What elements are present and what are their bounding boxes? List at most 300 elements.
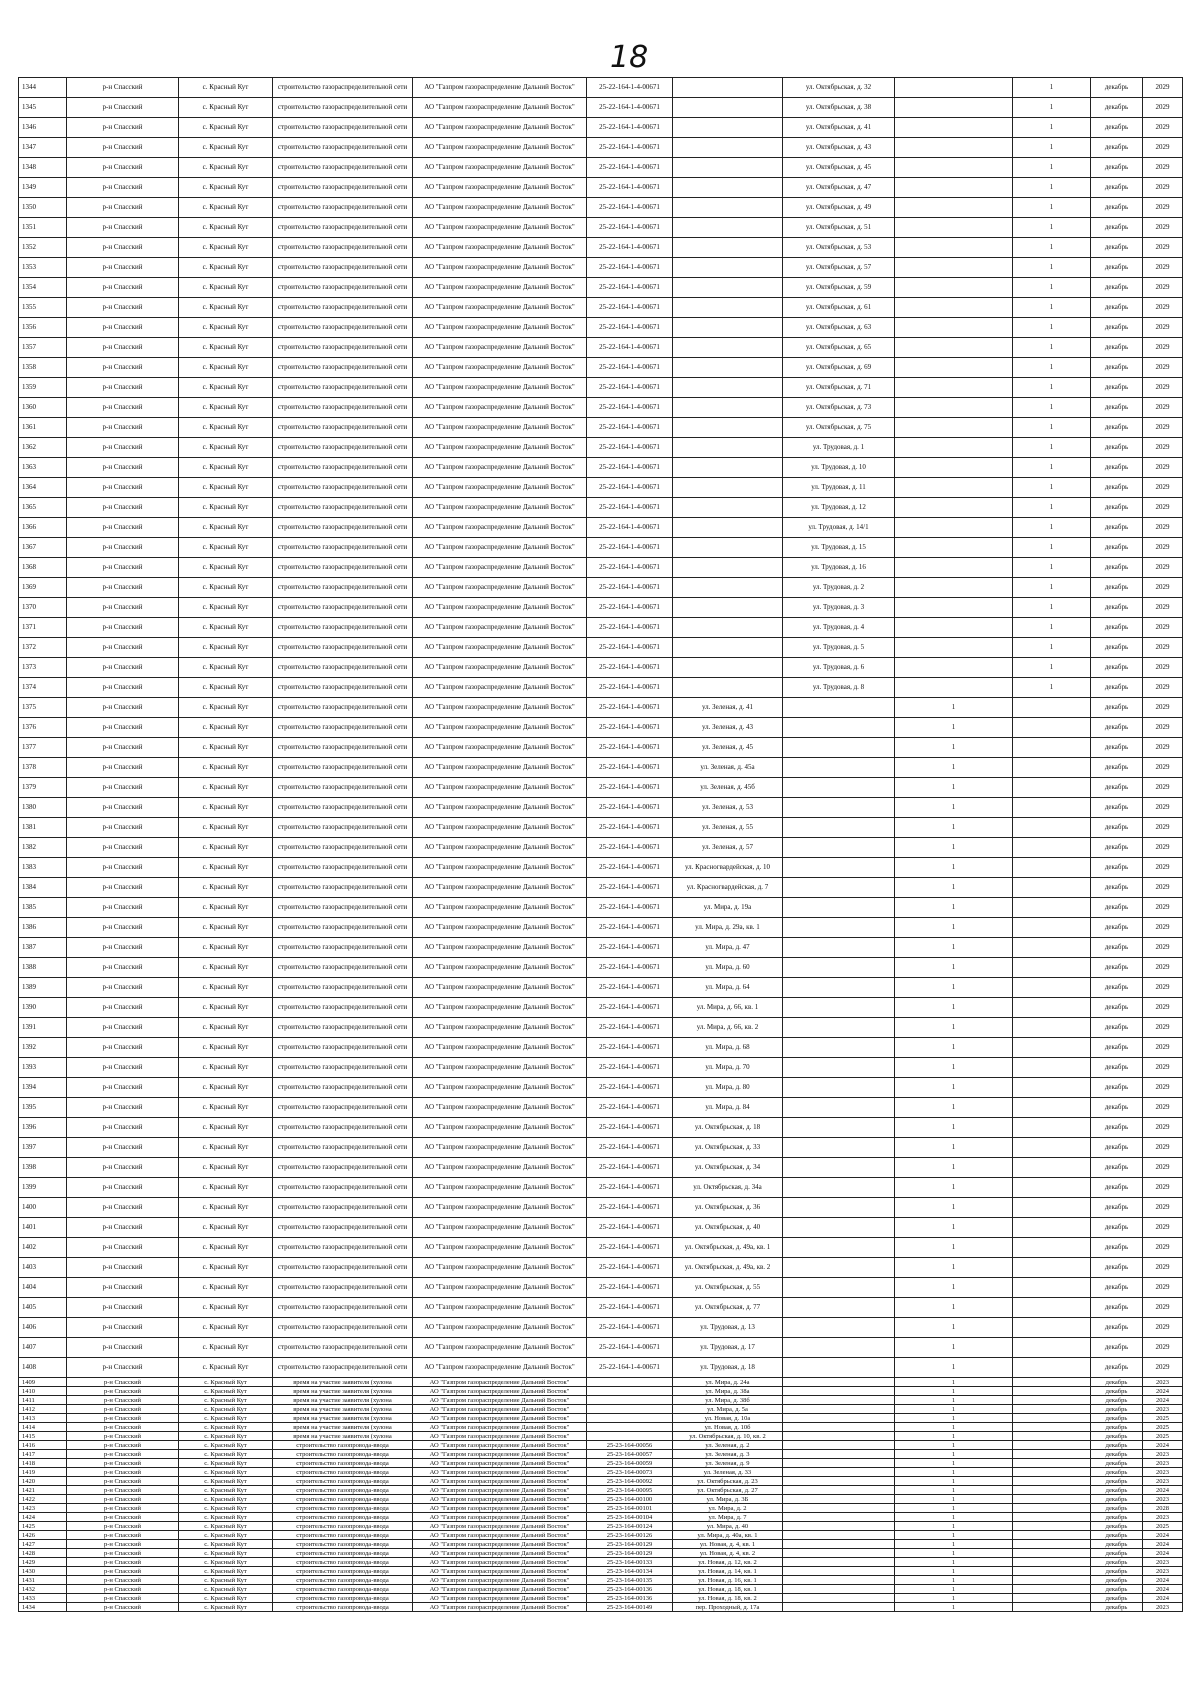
contract-cell: 25-23-164-00136 bbox=[587, 1585, 673, 1594]
quantity-cell-alt: 1 bbox=[1013, 618, 1091, 638]
address-cell: ул. Мира, д. 29а, кв. 1 bbox=[673, 918, 783, 938]
work-type-cell: строительство газораспределительной сети bbox=[273, 878, 413, 898]
table-row bbox=[19, 998, 1183, 1018]
row-number: 1376 bbox=[19, 718, 67, 738]
quantity-cell bbox=[895, 138, 1013, 158]
address-cell: ул. Октябрьская, д. 23 bbox=[673, 1477, 783, 1486]
address-cell: ул. Зеленая, д. 41 bbox=[673, 698, 783, 718]
contract-cell: 25-22-164-1-4-00671 bbox=[587, 258, 673, 278]
address-cell-alt: ул. Октябрьская, д. 43 bbox=[783, 138, 895, 158]
month-cell: декабрь bbox=[1091, 758, 1143, 778]
work-type-cell: строительство газораспределительной сети bbox=[273, 778, 413, 798]
district-cell: р-н Спасский bbox=[67, 1238, 179, 1258]
village-cell: с. Красный Кут bbox=[179, 318, 273, 338]
quantity-cell-alt: 1 bbox=[1013, 298, 1091, 318]
contract-cell: 25-23-164-00129 bbox=[587, 1540, 673, 1549]
quantity-cell bbox=[895, 298, 1013, 318]
address-cell: ул. Новая, д. 10а bbox=[673, 1414, 783, 1423]
table-row bbox=[19, 838, 1183, 858]
work-type-cell: строительство газораспределительной сети bbox=[273, 518, 413, 538]
quantity-cell: 1 bbox=[895, 1158, 1013, 1178]
month-cell: декабрь bbox=[1091, 898, 1143, 918]
row-number: 1383 bbox=[19, 858, 67, 878]
district-cell: р-н Спасский bbox=[67, 378, 179, 398]
table-row bbox=[19, 1468, 1183, 1477]
contract-cell: 25-22-164-1-4-00671 bbox=[587, 1078, 673, 1098]
village-cell: с. Красный Кут bbox=[179, 1522, 273, 1531]
month-cell: декабрь bbox=[1091, 1396, 1143, 1405]
table-row bbox=[19, 638, 1183, 658]
district-cell: р-н Спасский bbox=[67, 218, 179, 238]
month-cell: декабрь bbox=[1091, 1358, 1143, 1378]
work-type-cell: строительство газопровода-ввода bbox=[273, 1495, 413, 1504]
table-row bbox=[19, 398, 1183, 418]
quantity-cell-alt bbox=[1013, 738, 1091, 758]
work-type-cell: строительство газораспределительной сети bbox=[273, 1138, 413, 1158]
table-row bbox=[19, 858, 1183, 878]
quantity-cell-alt bbox=[1013, 1238, 1091, 1258]
quantity-cell-alt bbox=[1013, 1378, 1091, 1387]
address-cell-alt bbox=[783, 1558, 895, 1567]
table-row bbox=[19, 338, 1183, 358]
contract-cell: 25-22-164-1-4-00671 bbox=[587, 1158, 673, 1178]
month-cell: декабрь bbox=[1091, 798, 1143, 818]
work-type-cell: время на участие заявителя (хулона bbox=[273, 1387, 413, 1396]
row-number: 1379 bbox=[19, 778, 67, 798]
month-cell: декабрь bbox=[1091, 1278, 1143, 1298]
company-cell: АО "Газпром газораспределение Дальний Восток" bbox=[413, 1278, 587, 1298]
quantity-cell-alt bbox=[1013, 1158, 1091, 1178]
village-cell: с. Красный Кут bbox=[179, 798, 273, 818]
month-cell: декабрь bbox=[1091, 1318, 1143, 1338]
company-cell: АО "Газпром газораспределение Дальний Восток" bbox=[413, 738, 587, 758]
work-type-cell: строительство газораспределительной сети bbox=[273, 1038, 413, 1058]
year-cell: 2024 bbox=[1143, 1594, 1183, 1603]
work-type-cell: строительство газопровода-ввода bbox=[273, 1513, 413, 1522]
address-cell-alt bbox=[783, 1118, 895, 1138]
row-number: 1368 bbox=[19, 558, 67, 578]
address-cell-alt bbox=[783, 878, 895, 898]
contract-cell bbox=[587, 1378, 673, 1387]
address-cell: ул. Новая, д. 10б bbox=[673, 1423, 783, 1432]
address-cell: ул. Трудовая, д. 13 bbox=[673, 1318, 783, 1338]
contract-cell bbox=[587, 1414, 673, 1423]
quantity-cell-alt: 1 bbox=[1013, 398, 1091, 418]
year-cell: 2029 bbox=[1143, 558, 1183, 578]
quantity-cell-alt: 1 bbox=[1013, 578, 1091, 598]
address-cell bbox=[673, 478, 783, 498]
quantity-cell-alt bbox=[1013, 798, 1091, 818]
district-cell: р-н Спасский bbox=[67, 238, 179, 258]
district-cell: р-н Спасский bbox=[67, 318, 179, 338]
company-cell: АО "Газпром газораспределение Дальний Восток" bbox=[413, 618, 587, 638]
row-number: 1353 bbox=[19, 258, 67, 278]
year-cell: 2029 bbox=[1143, 1038, 1183, 1058]
contract-cell: 25-23-164-00104 bbox=[587, 1513, 673, 1522]
month-cell: декабрь bbox=[1091, 538, 1143, 558]
company-cell: АО "Газпром газораспределение Дальний Восток" bbox=[413, 1387, 587, 1396]
address-cell-alt bbox=[783, 1298, 895, 1318]
row-number: 1367 bbox=[19, 538, 67, 558]
contract-cell bbox=[587, 1423, 673, 1432]
address-cell-alt bbox=[783, 1178, 895, 1198]
district-cell: р-н Спасский bbox=[67, 138, 179, 158]
work-type-cell: время на участие заявителя (хулона bbox=[273, 1414, 413, 1423]
table-row bbox=[19, 538, 1183, 558]
village-cell: с. Красный Кут bbox=[179, 978, 273, 998]
quantity-cell: 1 bbox=[895, 1432, 1013, 1441]
village-cell: с. Красный Кут bbox=[179, 578, 273, 598]
quantity-cell-alt bbox=[1013, 1468, 1091, 1477]
quantity-cell-alt: 1 bbox=[1013, 378, 1091, 398]
address-cell-alt bbox=[783, 1198, 895, 1218]
work-type-cell: строительство газораспределительной сети bbox=[273, 758, 413, 778]
district-cell: р-н Спасский bbox=[67, 458, 179, 478]
company-cell: АО "Газпром газораспределение Дальний Восток" bbox=[413, 1450, 587, 1459]
village-cell: с. Красный Кут bbox=[179, 118, 273, 138]
quantity-cell-alt bbox=[1013, 1018, 1091, 1038]
village-cell: с. Красный Кут bbox=[179, 1504, 273, 1513]
village-cell: с. Красный Кут bbox=[179, 1603, 273, 1612]
table-row bbox=[19, 258, 1183, 278]
year-cell: 2029 bbox=[1143, 438, 1183, 458]
work-type-cell: строительство газораспределительной сети bbox=[273, 1238, 413, 1258]
quantity-cell: 1 bbox=[895, 1018, 1013, 1038]
district-cell: р-н Спасский bbox=[67, 1198, 179, 1218]
village-cell: с. Красный Кут bbox=[179, 1298, 273, 1318]
row-number: 1414 bbox=[19, 1423, 67, 1432]
work-type-cell: строительство газораспределительной сети bbox=[273, 898, 413, 918]
year-cell: 2029 bbox=[1143, 658, 1183, 678]
table-row bbox=[19, 818, 1183, 838]
row-number: 1377 bbox=[19, 738, 67, 758]
address-cell-alt bbox=[783, 1522, 895, 1531]
quantity-cell bbox=[895, 438, 1013, 458]
district-cell: р-н Спасский bbox=[67, 1387, 179, 1396]
quantity-cell: 1 bbox=[895, 1218, 1013, 1238]
table-row bbox=[19, 738, 1183, 758]
quantity-cell-alt bbox=[1013, 1278, 1091, 1298]
year-cell: 2029 bbox=[1143, 318, 1183, 338]
quantity-cell-alt bbox=[1013, 1441, 1091, 1450]
month-cell: декабрь bbox=[1091, 1405, 1143, 1414]
district-cell: р-н Спасский bbox=[67, 1396, 179, 1405]
work-type-cell: строительство газораспределительной сети bbox=[273, 638, 413, 658]
address-cell-alt: ул. Трудовая, д. 5 bbox=[783, 638, 895, 658]
year-cell: 2029 bbox=[1143, 838, 1183, 858]
village-cell: с. Красный Кут bbox=[179, 598, 273, 618]
contract-cell: 25-22-164-1-4-00671 bbox=[587, 98, 673, 118]
address-cell: ул. Трудовая, д. 18 bbox=[673, 1358, 783, 1378]
year-cell: 2023 bbox=[1143, 1513, 1183, 1522]
year-cell: 2029 bbox=[1143, 778, 1183, 798]
district-cell: р-н Спасский bbox=[67, 1338, 179, 1358]
contract-cell bbox=[587, 1387, 673, 1396]
row-number: 1394 bbox=[19, 1078, 67, 1098]
quantity-cell-alt: 1 bbox=[1013, 478, 1091, 498]
month-cell: декабрь bbox=[1091, 718, 1143, 738]
village-cell: с. Красный Кут bbox=[179, 1531, 273, 1540]
company-cell: АО "Газпром газораспределение Дальний Восток" bbox=[413, 1338, 587, 1358]
row-number: 1385 bbox=[19, 898, 67, 918]
table-row bbox=[19, 1432, 1183, 1441]
company-cell: АО "Газпром газораспределение Дальний Восток" bbox=[413, 958, 587, 978]
month-cell: декабрь bbox=[1091, 398, 1143, 418]
work-type-cell: строительство газопровода-ввода bbox=[273, 1450, 413, 1459]
address-cell: ул. Мира, д. 19а bbox=[673, 898, 783, 918]
address-cell-alt bbox=[783, 1318, 895, 1338]
address-cell bbox=[673, 218, 783, 238]
company-cell: АО "Газпром газораспределение Дальний Восток" bbox=[413, 1358, 587, 1378]
village-cell: с. Красный Кут bbox=[179, 1387, 273, 1396]
row-number: 1408 bbox=[19, 1358, 67, 1378]
year-cell: 2023 bbox=[1143, 1459, 1183, 1468]
address-cell: ул. Мира, д. 66, кв. 2 bbox=[673, 1018, 783, 1038]
district-cell: р-н Спасский bbox=[67, 598, 179, 618]
quantity-cell-alt bbox=[1013, 818, 1091, 838]
quantity-cell bbox=[895, 318, 1013, 338]
quantity-cell: 1 bbox=[895, 718, 1013, 738]
company-cell: АО "Газпром газораспределение Дальний Восток" bbox=[413, 98, 587, 118]
contract-cell: 25-23-164-00057 bbox=[587, 1450, 673, 1459]
address-cell-alt bbox=[783, 1058, 895, 1078]
year-cell: 2029 bbox=[1143, 818, 1183, 838]
row-number: 1375 bbox=[19, 698, 67, 718]
district-cell: р-н Спасский bbox=[67, 1477, 179, 1486]
address-cell: ул. Октябрьская, д. 49а, кв. 1 bbox=[673, 1238, 783, 1258]
year-cell: 2029 bbox=[1143, 858, 1183, 878]
address-cell-alt: ул. Октябрьская, д. 32 bbox=[783, 78, 895, 98]
work-type-cell: строительство газораспределительной сети bbox=[273, 278, 413, 298]
address-cell: ул. Новая, д. 12, кв. 2 bbox=[673, 1558, 783, 1567]
quantity-cell-alt bbox=[1013, 1318, 1091, 1338]
year-cell: 2029 bbox=[1143, 218, 1183, 238]
address-cell bbox=[673, 438, 783, 458]
month-cell: декабрь bbox=[1091, 478, 1143, 498]
village-cell: с. Красный Кут bbox=[179, 538, 273, 558]
address-cell: ул. Зеленая, д. 45б bbox=[673, 778, 783, 798]
row-number: 1421 bbox=[19, 1486, 67, 1495]
quantity-cell-alt: 1 bbox=[1013, 358, 1091, 378]
district-cell: р-н Спасский bbox=[67, 758, 179, 778]
table-row bbox=[19, 578, 1183, 598]
company-cell: АО "Газпром газораспределение Дальний Восток" bbox=[413, 1018, 587, 1038]
quantity-cell: 1 bbox=[895, 1387, 1013, 1396]
address-cell-alt bbox=[783, 1405, 895, 1414]
contract-cell: 25-23-164-00129 bbox=[587, 1549, 673, 1558]
table-row bbox=[19, 1450, 1183, 1459]
contract-cell: 25-22-164-1-4-00671 bbox=[587, 458, 673, 478]
address-cell-alt bbox=[783, 1495, 895, 1504]
village-cell: с. Красный Кут bbox=[179, 898, 273, 918]
work-type-cell: время на участие заявителя (хулона bbox=[273, 1396, 413, 1405]
quantity-cell-alt bbox=[1013, 1594, 1091, 1603]
address-cell-alt bbox=[783, 1468, 895, 1477]
company-cell: АО "Газпром газораспределение Дальний Восток" bbox=[413, 1423, 587, 1432]
row-number: 1365 bbox=[19, 498, 67, 518]
contract-cell: 25-23-164-00092 bbox=[587, 1477, 673, 1486]
month-cell: декабрь bbox=[1091, 178, 1143, 198]
work-type-cell: строительство газораспределительной сети bbox=[273, 1158, 413, 1178]
work-type-cell: строительство газораспределительной сети bbox=[273, 1338, 413, 1358]
quantity-cell-alt bbox=[1013, 1078, 1091, 1098]
company-cell: АО "Газпром газораспределение Дальний Восток" bbox=[413, 1178, 587, 1198]
address-cell: ул. Зеленая, д. 45а bbox=[673, 758, 783, 778]
company-cell: АО "Газпром газораспределение Дальний Восток" bbox=[413, 298, 587, 318]
address-cell-alt bbox=[783, 1378, 895, 1387]
work-type-cell: строительство газораспределительной сети bbox=[273, 378, 413, 398]
month-cell: декабрь bbox=[1091, 1522, 1143, 1531]
work-type-cell: строительство газораспределительной сети bbox=[273, 618, 413, 638]
quantity-cell: 1 bbox=[895, 1594, 1013, 1603]
quantity-cell bbox=[895, 78, 1013, 98]
address-cell-alt: ул. Трудовая, д. 1 bbox=[783, 438, 895, 458]
address-cell bbox=[673, 458, 783, 478]
table-row bbox=[19, 1531, 1183, 1540]
district-cell: р-н Спасский bbox=[67, 1576, 179, 1585]
year-cell: 2024 bbox=[1143, 1486, 1183, 1495]
table-row bbox=[19, 938, 1183, 958]
address-cell bbox=[673, 378, 783, 398]
address-cell: ул. Новая, д. 4, кв. 1 bbox=[673, 1540, 783, 1549]
quantity-cell bbox=[895, 98, 1013, 118]
address-cell-alt bbox=[783, 1078, 895, 1098]
contract-cell: 25-23-164-00135 bbox=[587, 1576, 673, 1585]
month-cell: декабрь bbox=[1091, 458, 1143, 478]
row-number: 1349 bbox=[19, 178, 67, 198]
district-cell: р-н Спасский bbox=[67, 258, 179, 278]
quantity-cell-alt: 1 bbox=[1013, 558, 1091, 578]
village-cell: с. Красный Кут bbox=[179, 718, 273, 738]
district-cell: р-н Спасский bbox=[67, 1414, 179, 1423]
row-number: 1386 bbox=[19, 918, 67, 938]
work-type-cell: время на участие заявителя (хулона bbox=[273, 1378, 413, 1387]
company-cell: АО "Газпром газораспределение Дальний Восток" bbox=[413, 1318, 587, 1338]
company-cell: АО "Газпром газораспределение Дальний Восток" bbox=[413, 1531, 587, 1540]
table-row bbox=[19, 1038, 1183, 1058]
row-number: 1378 bbox=[19, 758, 67, 778]
month-cell: декабрь bbox=[1091, 358, 1143, 378]
address-cell: ул. Октябрьская, д. 34а bbox=[673, 1178, 783, 1198]
contract-cell: 25-22-164-1-4-00671 bbox=[587, 1218, 673, 1238]
company-cell: АО "Газпром газораспределение Дальний Восток" bbox=[413, 438, 587, 458]
company-cell: АО "Газпром газораспределение Дальний Восток" bbox=[413, 1522, 587, 1531]
district-cell: р-н Спасский bbox=[67, 1098, 179, 1118]
village-cell: с. Красный Кут bbox=[179, 238, 273, 258]
address-cell-alt: ул. Октябрьская, д. 71 bbox=[783, 378, 895, 398]
work-type-cell: строительство газопровода-ввода bbox=[273, 1531, 413, 1540]
quantity-cell bbox=[895, 558, 1013, 578]
contract-cell: 25-22-164-1-4-00671 bbox=[587, 418, 673, 438]
work-type-cell: строительство газораспределительной сети bbox=[273, 718, 413, 738]
table-row bbox=[19, 378, 1183, 398]
company-cell: АО "Газпром газораспределение Дальний Восток" bbox=[413, 398, 587, 418]
address-cell bbox=[673, 418, 783, 438]
contract-cell: 25-23-164-00124 bbox=[587, 1522, 673, 1531]
quantity-cell-alt bbox=[1013, 1198, 1091, 1218]
row-number: 1392 bbox=[19, 1038, 67, 1058]
address-cell: ул. Октябрьская, д. 77 bbox=[673, 1298, 783, 1318]
work-type-cell: строительство газораспределительной сети bbox=[273, 1318, 413, 1338]
work-type-cell: строительство газопровода-ввода bbox=[273, 1567, 413, 1576]
company-cell: АО "Газпром газораспределение Дальний Восток" bbox=[413, 478, 587, 498]
quantity-cell: 1 bbox=[895, 938, 1013, 958]
district-cell: р-н Спасский bbox=[67, 1513, 179, 1522]
month-cell: декабрь bbox=[1091, 518, 1143, 538]
work-type-cell: строительство газопровода-ввода bbox=[273, 1504, 413, 1513]
quantity-cell-alt bbox=[1013, 838, 1091, 858]
quantity-cell-alt: 1 bbox=[1013, 338, 1091, 358]
village-cell: с. Красный Кут bbox=[179, 1258, 273, 1278]
work-type-cell: строительство газораспределительной сети bbox=[273, 158, 413, 178]
district-cell: р-н Спасский bbox=[67, 998, 179, 1018]
row-number: 1354 bbox=[19, 278, 67, 298]
year-cell: 2029 bbox=[1143, 1178, 1183, 1198]
district-cell: р-н Спасский bbox=[67, 1450, 179, 1459]
row-number: 1412 bbox=[19, 1405, 67, 1414]
row-number: 1426 bbox=[19, 1531, 67, 1540]
address-cell bbox=[673, 138, 783, 158]
village-cell: с. Красный Кут bbox=[179, 1495, 273, 1504]
address-cell-alt: ул. Октябрьская, д. 51 bbox=[783, 218, 895, 238]
year-cell: 2029 bbox=[1143, 1098, 1183, 1118]
village-cell: с. Красный Кут bbox=[179, 338, 273, 358]
village-cell: с. Красный Кут bbox=[179, 1018, 273, 1038]
village-cell: с. Красный Кут bbox=[179, 1405, 273, 1414]
month-cell: декабрь bbox=[1091, 1118, 1143, 1138]
address-cell-alt bbox=[783, 858, 895, 878]
address-cell-alt: ул. Трудовая, д. 12 bbox=[783, 498, 895, 518]
table-row bbox=[19, 978, 1183, 998]
table-row bbox=[19, 238, 1183, 258]
address-cell-alt bbox=[783, 1594, 895, 1603]
work-type-cell: строительство газораспределительной сети bbox=[273, 438, 413, 458]
work-type-cell: строительство газораспределительной сети bbox=[273, 698, 413, 718]
work-type-cell: строительство газопровода-ввода bbox=[273, 1558, 413, 1567]
quantity-cell-alt: 1 bbox=[1013, 538, 1091, 558]
quantity-cell-alt bbox=[1013, 878, 1091, 898]
table-row bbox=[19, 1118, 1183, 1138]
quantity-cell-alt bbox=[1013, 1450, 1091, 1459]
quantity-cell-alt bbox=[1013, 1513, 1091, 1522]
district-cell: р-н Спасский bbox=[67, 658, 179, 678]
month-cell: декабрь bbox=[1091, 918, 1143, 938]
village-cell: с. Красный Кут bbox=[179, 1238, 273, 1258]
village-cell: с. Красный Кут bbox=[179, 1198, 273, 1218]
year-cell: 2029 bbox=[1143, 638, 1183, 658]
table-row bbox=[19, 1238, 1183, 1258]
company-cell: АО "Газпром газораспределение Дальний Восток" bbox=[413, 1038, 587, 1058]
quantity-cell: 1 bbox=[895, 698, 1013, 718]
table-row bbox=[19, 318, 1183, 338]
table-row bbox=[19, 118, 1183, 138]
month-cell: декабрь bbox=[1091, 1038, 1143, 1058]
year-cell: 2029 bbox=[1143, 678, 1183, 698]
contract-cell: 25-22-164-1-4-00671 bbox=[587, 378, 673, 398]
quantity-cell: 1 bbox=[895, 1459, 1013, 1468]
contract-cell: 25-22-164-1-4-00671 bbox=[587, 658, 673, 678]
address-cell: ул. Зеленая, д. 55 bbox=[673, 818, 783, 838]
year-cell: 2024 bbox=[1143, 1531, 1183, 1540]
address-cell bbox=[673, 158, 783, 178]
company-cell: АО "Газпром газораспределение Дальний Восток" bbox=[413, 138, 587, 158]
work-type-cell: строительство газопровода-ввода bbox=[273, 1486, 413, 1495]
year-cell: 2029 bbox=[1143, 458, 1183, 478]
year-cell: 2029 bbox=[1143, 178, 1183, 198]
address-cell-alt bbox=[783, 978, 895, 998]
company-cell: АО "Газпром газораспределение Дальний Восток" bbox=[413, 918, 587, 938]
month-cell: декабрь bbox=[1091, 218, 1143, 238]
